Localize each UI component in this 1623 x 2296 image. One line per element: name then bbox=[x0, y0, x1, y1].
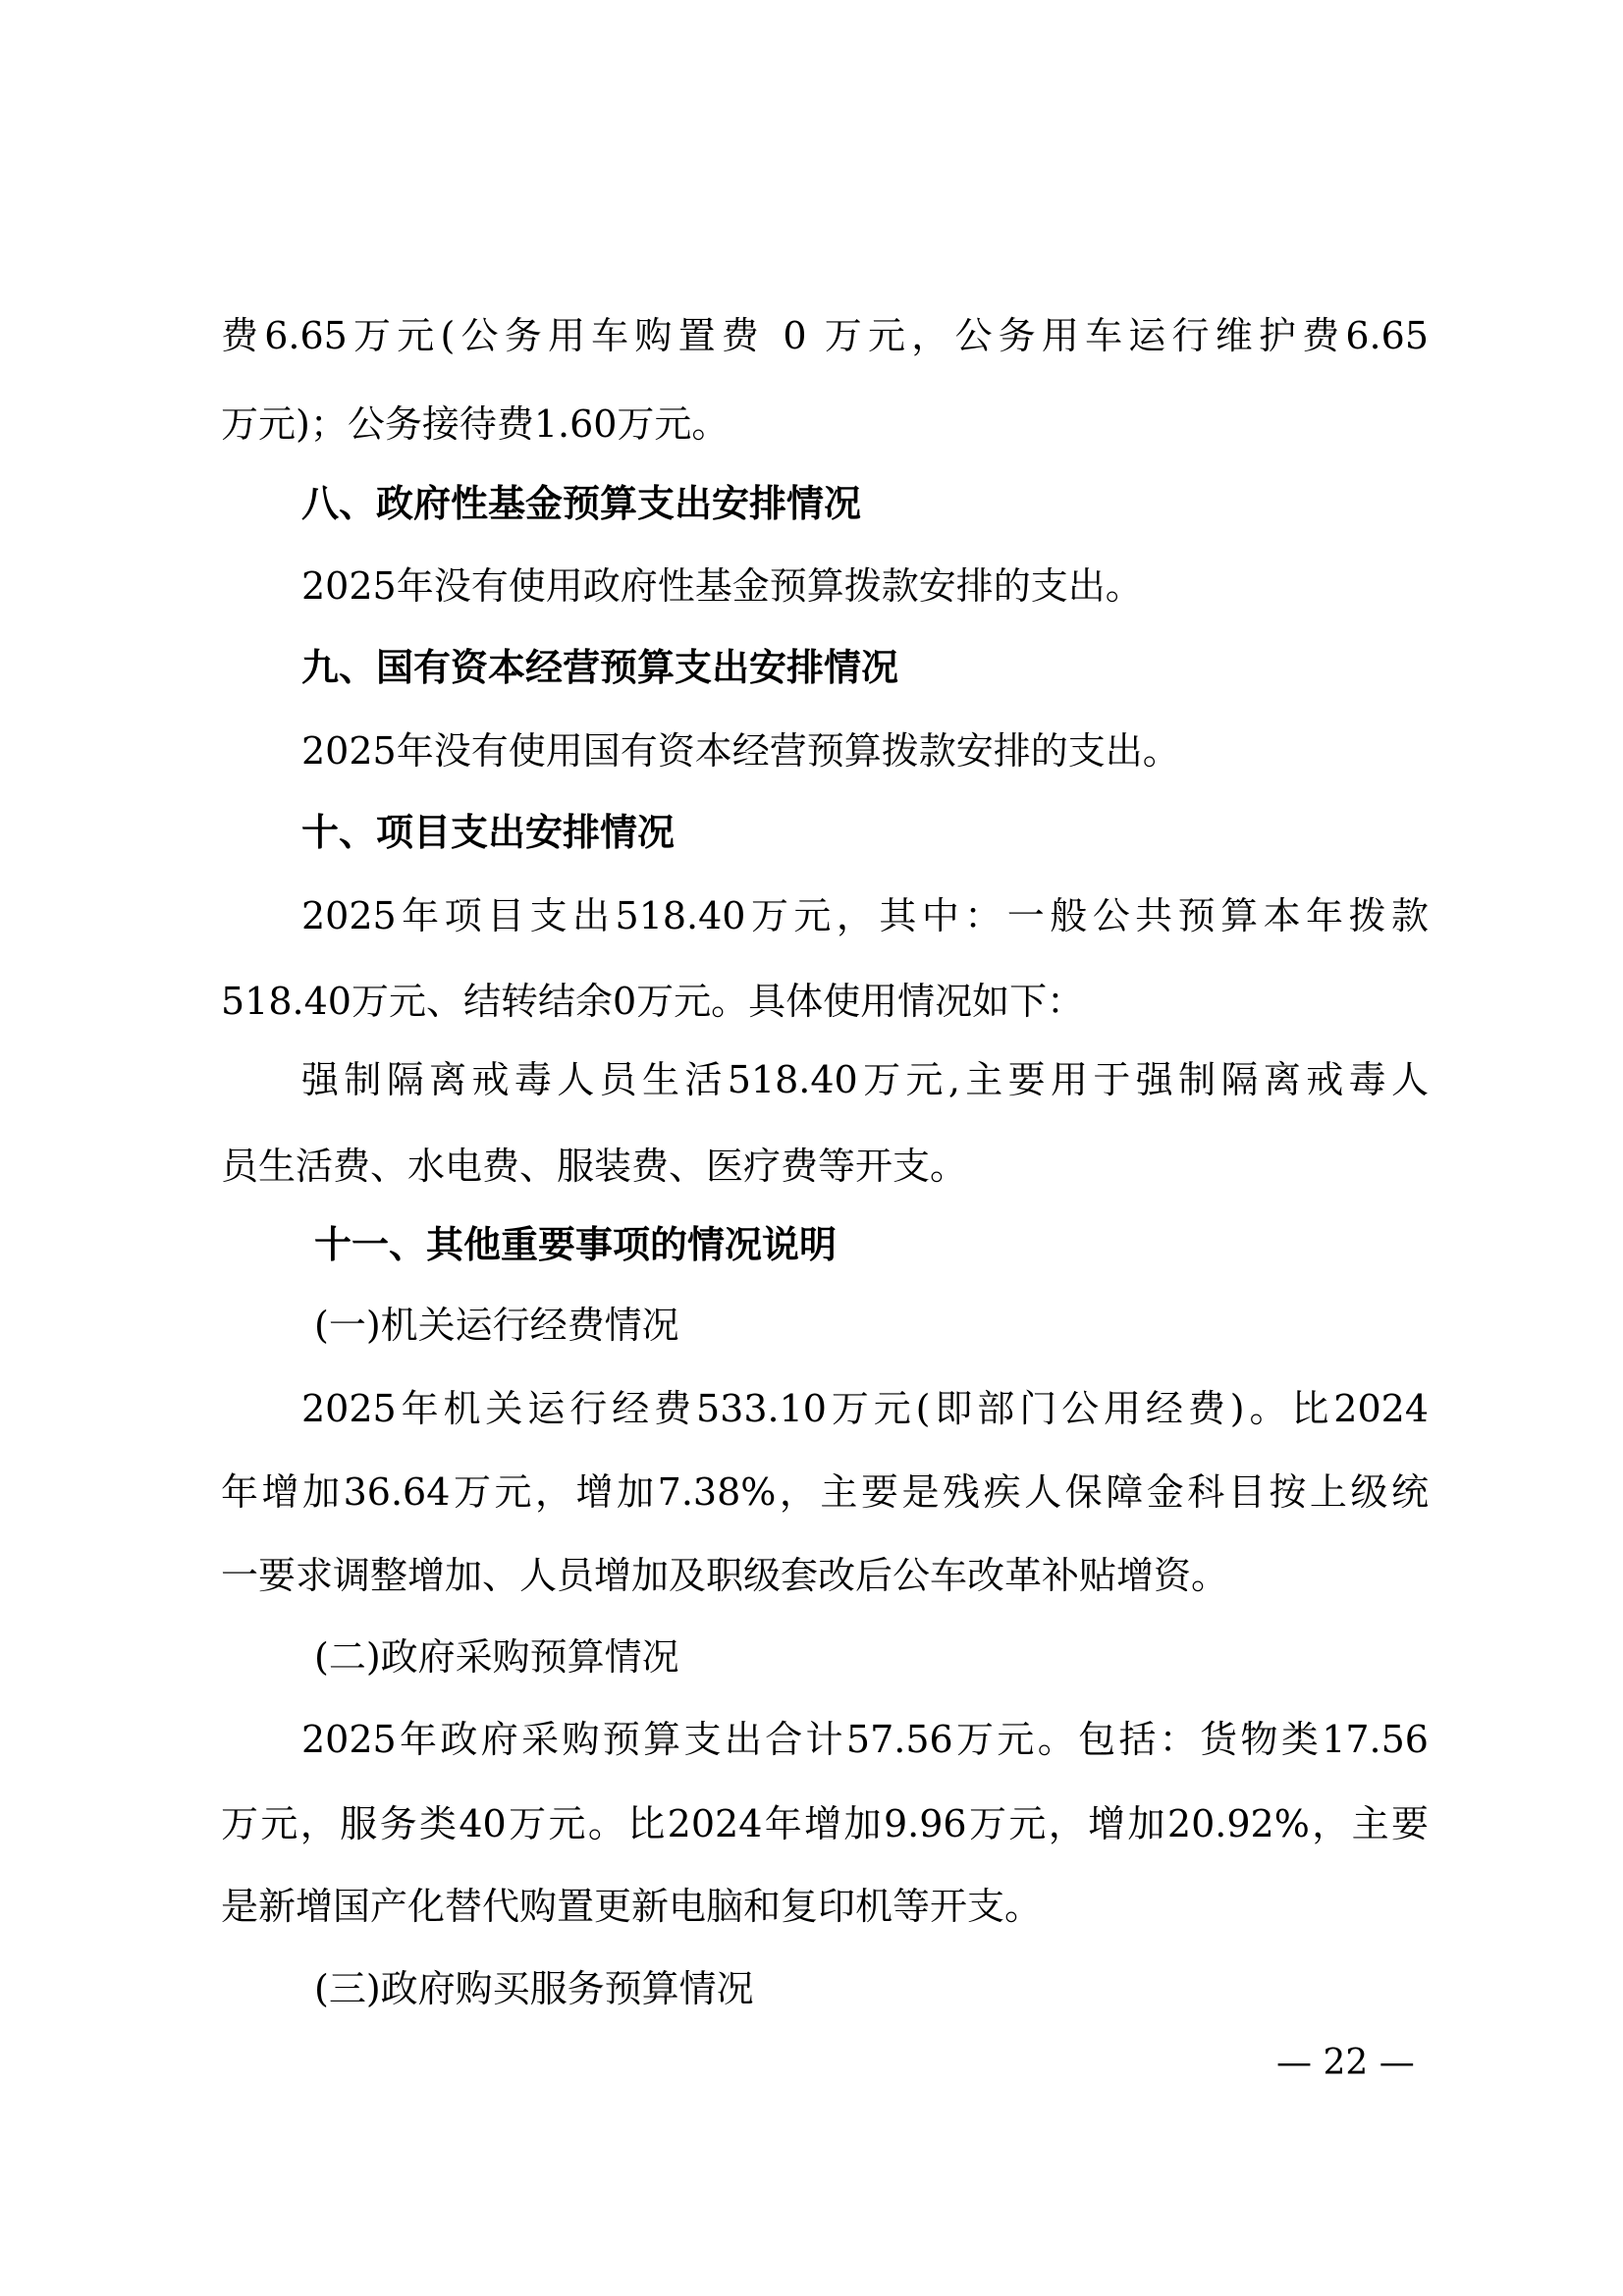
paragraph-line: 是新增国产化替代购置更新电脑和复印机等开支。 bbox=[221, 1885, 1043, 1928]
subsection-heading-1: (一)机关运行经费情况 bbox=[314, 1304, 679, 1347]
section-heading-10: 十、项目支出安排情况 bbox=[301, 811, 676, 854]
subsection-heading-3: (三)政府购买服务预算情况 bbox=[314, 1967, 754, 2010]
section-heading-8: 八、政府性基金预算支出安排情况 bbox=[301, 482, 862, 525]
paragraph-line: 2025年机关运行经费533.10万元(即部门公用经费)。比2024 bbox=[301, 1387, 1429, 1430]
paragraph-line: 费6.65万元(公务用车购置费 0 万元，公务用车运行维护费6.65 bbox=[221, 314, 1429, 357]
paragraph-line: 518.40万元、结转结余0万元。具体使用情况如下： bbox=[221, 980, 1085, 1023]
paragraph-line: 年增加36.64万元，增加7.38%，主要是残疾人保障金科目按上级统 bbox=[221, 1470, 1429, 1514]
paragraph-line: 万元，服务类40万元。比2024年增加9.96万元，增加20.92%，主要 bbox=[221, 1802, 1429, 1845]
paragraph-line: 2025年没有使用国有资本经营预算拨款安排的支出。 bbox=[301, 729, 1180, 773]
page-number: — 22 — bbox=[1276, 2043, 1415, 2083]
paragraph-line: 万元)；公务接待费1.60万元。 bbox=[221, 402, 730, 446]
section-heading-11: 十一、其他重要事项的情况说明 bbox=[314, 1223, 838, 1266]
subsection-heading-2: (二)政府采购预算情况 bbox=[314, 1635, 679, 1679]
paragraph-line: 2025年项目支出518.40万元，其中：一般公共预算本年拨款 bbox=[301, 894, 1429, 937]
paragraph-line: 员生活费、水电费、服装费、医疗费等开支。 bbox=[221, 1145, 968, 1188]
paragraph-line: 一要求调整增加、人员增加及职级套改后公车改革补贴增资。 bbox=[221, 1554, 1229, 1597]
paragraph-line: 2025年没有使用政府性基金预算拨款安排的支出。 bbox=[301, 564, 1143, 608]
paragraph-line: 强制隔离戒毒人员生活518.40万元,主要用于强制隔离戒毒人 bbox=[301, 1058, 1429, 1101]
section-heading-9: 九、国有资本经营预算支出安排情况 bbox=[301, 646, 899, 689]
paragraph-line: 2025年政府采购预算支出合计57.56万元。包括：货物类17.56 bbox=[301, 1718, 1429, 1761]
